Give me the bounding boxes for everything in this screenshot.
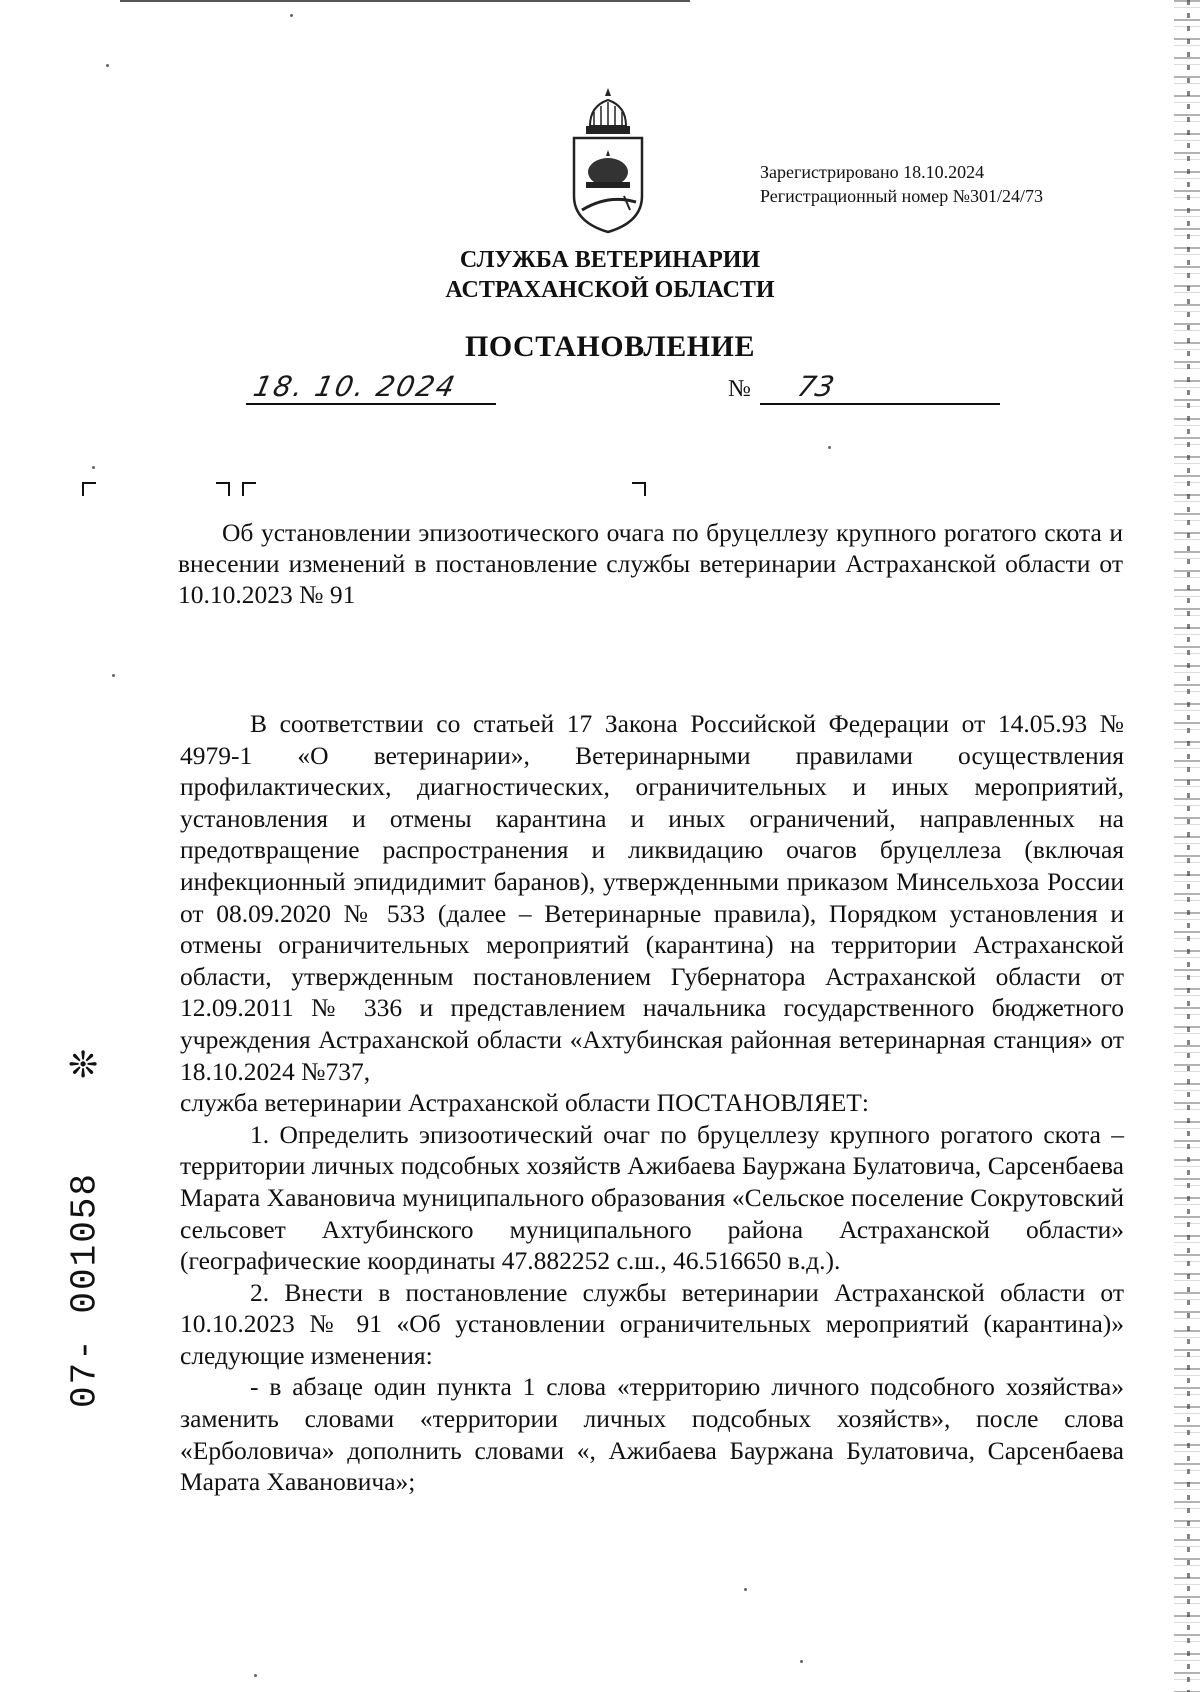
scan-speck (800, 1660, 803, 1663)
document-type: ПОСТАНОВЛЕНИЕ (465, 330, 755, 363)
scan-speck (106, 64, 109, 67)
registration-date: Зарегистрировано 18.10.2024 (760, 162, 985, 182)
organization-line-2: АСТРАХАНСКОЙ ОБЛАСТИ (445, 277, 775, 303)
preamble-paragraph: В соответствии со статьей 17 Закона Российской Федерации от 14.05.93 № 4979-1 «О ветеринарии», Ветеринарными правилами осуществления профилактических, диагностических, ограничительных и иных мероприятий, установления и отмены карантина и иных ограничений, направленных на предотвращение распространения и ликвидацию очагов бруцеллеза (включая инфекционный эпидидимит баранов), утвержденными приказом Минсельхоза России от 08.09.2020 № 533 (далее – Ветеринарные правила), Порядком установления и отмены ограничительных мероприятий (карантина) на территории Астраханской области, утвержденным постановлением Губернатора Астраханской области от 12.09.2011 № 336 и представлением начальника государственного бюджетного учреждения Астраханской области «Ахтубинская районная ветеринарная станция» от 18.10.2024 №737, (180, 709, 1124, 1086)
registration-number: Регистрационный номер №301/24/73 (760, 186, 1043, 206)
coat-of-arms-icon (568, 86, 648, 236)
side-mark: ❊ (68, 1045, 99, 1086)
scan-speck (744, 1588, 747, 1591)
item-1-paragraph: 1. Определить эпизоотический очаг по бруцеллезу крупного рогатого скота – территории личных подсобных хозяйств Ажибаева Бауржана Булатовича, Сарсенбаева Марата Хавановича муниципального образования «Сельское поселение Сокрутовский сельсовет Ахтубинского муниципального района Астраханской области» (географические координаты 47.882252 с.ш., 46.516650 в.д.). (180, 1119, 1124, 1276)
corner-bracket (632, 482, 646, 496)
side-code-text: 07- 001058 (64, 1171, 106, 1409)
organization-line-1: СЛУЖБА ВЕТЕРИНАРИИ (459, 247, 761, 273)
side-document-code (60, 1130, 110, 1450)
handwritten-date: 18. 10. 2024 (250, 370, 460, 403)
scan-edge-noise-2 (1187, 0, 1190, 1692)
item-2-paragraph: 2. Внести в постановление службы ветеринарии Астраханской области от 10.10.2023 № 91 «Об установлении ограничительных мероприятий (карантина)» следующие изменения: (180, 1277, 1124, 1370)
corner-bracket (82, 482, 96, 496)
number-label: № (728, 376, 751, 402)
decree-line: служба ветеринарии Астраханской области ПОСТАНОВЛЯЕТ: (180, 1088, 869, 1118)
scan-top-line (120, 0, 690, 2)
scan-speck (290, 14, 293, 17)
scan-speck (828, 446, 831, 449)
scan-speck (92, 466, 95, 469)
document-body (180, 708, 1124, 1498)
handwritten-number: 73 (794, 370, 838, 403)
corner-bracket (242, 482, 256, 496)
document-subject: Об установлении эпизоотического очага по бруцеллезу крупного рогатого скота и внесении изменений в постановление службы ветеринарии Астраханской области от 10.10.2023 № 91 (178, 518, 1123, 609)
scan-speck (112, 674, 115, 677)
item-2-subitem-1: - в абзаце один пункта 1 слова «территорию личного подсобного хозяйства» заменить словами «территории личных подсобных хозяйств», после слова «Ерболовича» дополнить словами «, Ажибаева Бауржана Булатовича, Сарсенбаева Марата Хавановича»; (180, 1372, 1124, 1497)
corner-bracket (216, 482, 230, 496)
registration-stamp (760, 160, 1043, 208)
scan-speck (254, 1674, 257, 1677)
organization-name (360, 245, 860, 305)
